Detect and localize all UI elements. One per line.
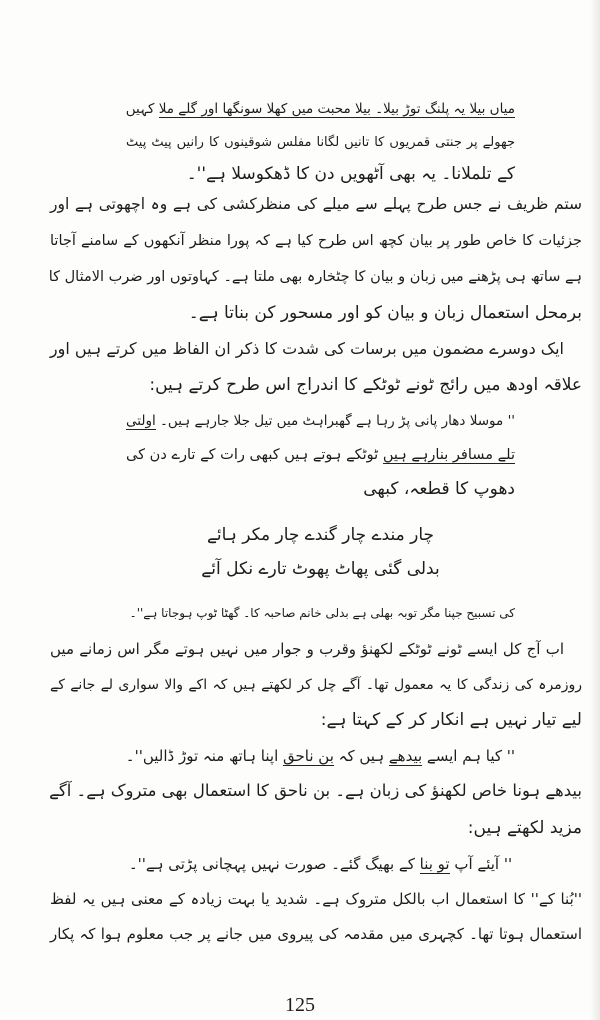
text-segment: جزئیات کا خاص طور پر بیان کچھ اس طرح کیا ہے کہ پورا منظر آنکھوں کے سامنے آجاتا bbox=[50, 233, 582, 249]
text-line bbox=[50, 707, 582, 733]
text-segment: ''بُنا کے'' کا استعمال اب بالکل متروک ہے۔ شدید یا بہت زیادہ کے معنی ہیں یہ لفظ bbox=[50, 890, 582, 908]
text-line bbox=[126, 556, 515, 582]
underlined-phrase: تلے مسافر بنارہے ہیں bbox=[382, 447, 515, 463]
text-segment: ہے ساتھ ہی پڑھنے میں زبان و بیان کا چٹخارہ بھی ملتا ہے۔ کہاوتوں اور ضرب الامثال کا bbox=[48, 269, 582, 285]
text-line bbox=[50, 921, 582, 947]
text-segment: لیے تیار نہیں ہے انکار کر کے کہتا ہے: bbox=[320, 710, 582, 730]
text-line bbox=[50, 228, 582, 254]
text-segment: ستم ظریف نے جس طرح پہلے سے میلے کی منظرکشی کی ہے وہ اچھوتی ہے اور bbox=[50, 195, 582, 213]
text-line bbox=[126, 522, 515, 548]
underlined-phrase: تو بنا bbox=[419, 855, 450, 873]
text-line bbox=[126, 161, 515, 187]
text-line bbox=[126, 743, 515, 769]
text-line bbox=[126, 600, 515, 626]
text-line bbox=[50, 336, 564, 362]
text-segment: '' کیا ہم ایسے bbox=[422, 747, 515, 765]
text-line bbox=[126, 408, 515, 434]
text-segment: دھوپ کا قطعہ، کبھی bbox=[363, 479, 515, 499]
text-line bbox=[50, 778, 582, 804]
text-line bbox=[126, 96, 515, 122]
text-line bbox=[50, 372, 582, 398]
text-line bbox=[50, 191, 582, 217]
text-segment: استعمال ہوتا تھا۔ کچہری میں مقدمہ کی پیروی میں جانے پر جب معلوم ہوا کہ پکار bbox=[50, 925, 582, 943]
text-line bbox=[126, 476, 515, 502]
text-segment: اب آج کل ایسے ٹونے ٹوٹکے لکھنؤ وقرب و جوار میں نہیں ہوتے مگر اس زمانے میں bbox=[50, 640, 564, 658]
underlined-phrase: بیدھے bbox=[388, 747, 423, 765]
text-segment: روزمرہ کی زندگی کا یہ معمول تھا۔ آگے چل کر لکھتے ہیں کہ اکے والا سواری لے جانے کے bbox=[50, 677, 582, 693]
text-segment: ٹوٹکے ہوتے ہیں کبھی رات کے تارے دن کی bbox=[126, 447, 383, 463]
text-segment: اپنا ہاتھ منہ توڑ ڈالیں''۔ bbox=[125, 747, 284, 765]
text-line bbox=[50, 815, 582, 841]
underlined-phrase: اولتی bbox=[126, 413, 156, 429]
underlined-phrase: میاں بیلا یہ پلنگ توڑ بیلا۔ بیلا محبت میں کھلا سونگھا اور گلے ملا bbox=[158, 101, 515, 117]
text-segment: علاقہ اودھ میں رائج ٹونے ٹوٹکے کا اندراج اس طرح کرتے ہیں: bbox=[149, 375, 582, 395]
page-number: 125 bbox=[285, 994, 315, 1016]
text-segment: کے بھیگ گئے۔ صورت نہیں پہچانی پڑتی ہے''۔ bbox=[128, 855, 420, 873]
text-segment: برمحل استعمال زبان و بیان کو اور مسحور کن بناتا ہے۔ bbox=[188, 303, 582, 323]
text-segment: ایک دوسرے مضمون میں برسات کی شدت کا ذکر ان الفاظ میں کرتے ہیں اور bbox=[49, 339, 564, 358]
text-segment: بدلی گئی پھاٹ پھوٹ تارے نکل آئے bbox=[201, 559, 440, 579]
text-segment: '' آیئے آپ bbox=[449, 855, 513, 873]
text-line bbox=[126, 851, 515, 877]
text-segment: کہیں bbox=[125, 101, 159, 117]
text-line bbox=[50, 672, 582, 698]
text-line bbox=[50, 264, 582, 290]
underlined-phrase: بن ناحق bbox=[283, 747, 334, 765]
text-line bbox=[126, 130, 515, 156]
text-segment: بیدھے ہونا خاص لکھنؤ کی زبان ہے۔ بن ناحق کا استعمال بھی متروک ہے۔ آگے bbox=[49, 781, 582, 800]
text-segment: جھولے پر جنتی قمریوں کا تانیں لگانا مفلس شوقینوں کا رانیں پیٹ پیٹ bbox=[126, 135, 515, 150]
text-segment: کے تلملانا۔ یہ بھی آٹھویں دن کا ڈھکوسلا ہے''۔ bbox=[186, 164, 515, 184]
text-line bbox=[50, 886, 582, 912]
text-segment: کی تسبیح جپنا مگر توبہ بھلی ہے بدلی خانم صاحبہ کا۔ گھٹا ٹوپ ہوجاتا ہے''۔ bbox=[129, 606, 515, 620]
text-segment: '' موسلا دھار پانی پڑ رہا ہے گھبراہٹ میں تیل جلا جارہے ہیں۔ bbox=[155, 413, 515, 429]
text-segment: چار مندے چار گندے چار مکر ہائے bbox=[206, 525, 435, 545]
text-line bbox=[126, 442, 515, 468]
text-line bbox=[50, 300, 582, 326]
text-segment: مزید لکھتے ہیں: bbox=[467, 818, 582, 838]
text-segment: ہیں کہ bbox=[333, 747, 389, 765]
text-line bbox=[50, 636, 564, 662]
page-edge-shadow bbox=[590, 0, 600, 1020]
